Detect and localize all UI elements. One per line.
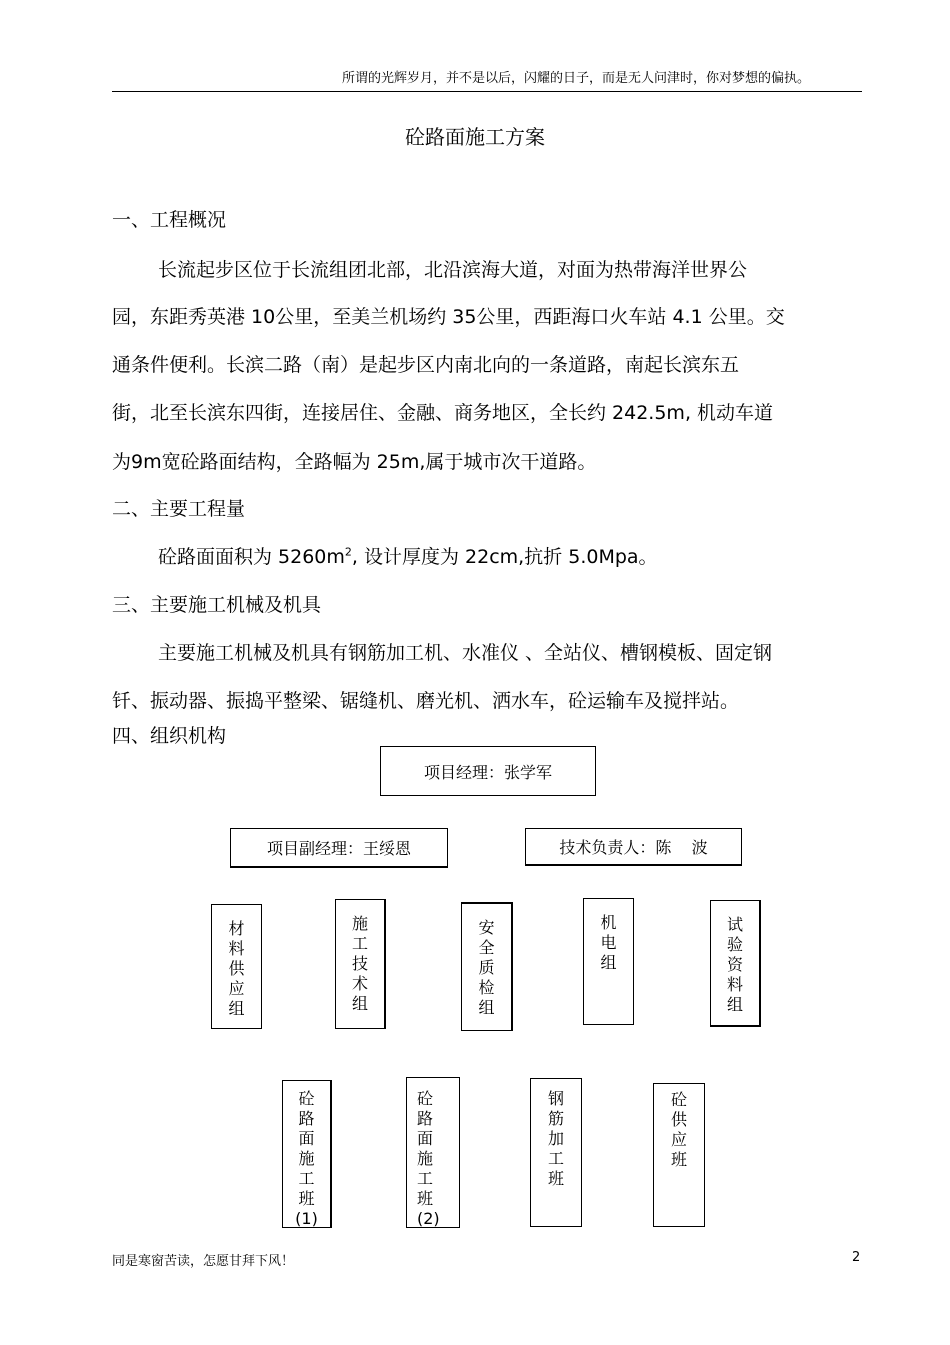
quantities-superscript: 2 — [344, 545, 352, 559]
char: 工 — [547, 1149, 564, 1168]
char: 组 — [600, 953, 617, 972]
char: 全 — [478, 938, 495, 957]
char: 安 — [478, 918, 495, 937]
char: 应 — [228, 979, 245, 998]
char: 施 — [351, 914, 368, 933]
char: 料 — [726, 975, 743, 994]
header-quote: 所谓的光辉岁月，并不是以后，闪耀的日子，而是无人问津时，你对梦想的偏执。 — [342, 71, 811, 86]
char: (2) — [417, 1209, 440, 1228]
org-team-concrete-supply — [653, 1083, 705, 1227]
overview-line-5: 为9m宽砼路面结构，全路幅为 25m,属于城市次干道路。 — [112, 451, 597, 473]
char: 组 — [478, 998, 495, 1017]
org-team-rebar — [530, 1078, 582, 1227]
org-project-manager — [380, 746, 596, 796]
org-technical-lead — [525, 828, 742, 866]
char: 钢 — [547, 1089, 564, 1108]
overview-line-3: 通条件便利。长滨二路（南）是起步区内南北向的一条道路，南起长滨东五 — [112, 354, 740, 376]
char: 工 — [417, 1169, 434, 1188]
document-title: 砼路面施工方案 — [405, 125, 545, 149]
char: 检 — [478, 978, 495, 997]
char: 班 — [670, 1150, 687, 1169]
org-team-paving-1 — [282, 1080, 332, 1228]
char: 应 — [670, 1130, 687, 1149]
char: 面 — [417, 1129, 434, 1148]
char: 砼 — [670, 1090, 687, 1109]
section-heading-organization: 四、组织机构 — [112, 725, 227, 747]
org-group-materials — [211, 904, 262, 1029]
org-deputy-manager-label: 项目副经理：王绥恩 — [266, 839, 411, 858]
machinery-line-2: 钎、振动器、振捣平整梁、锯缝机、磨光机、洒水车，砼运输车及搅拌站。 — [112, 690, 740, 712]
char: 技 — [351, 954, 368, 973]
char: 施 — [298, 1149, 315, 1168]
char: 电 — [600, 933, 617, 952]
char: 施 — [417, 1149, 434, 1168]
char: 质 — [478, 958, 495, 977]
char: (1) — [295, 1209, 318, 1228]
char: 试 — [726, 915, 743, 934]
quantities-line-post: , 设计厚度为 22cm,抗折 5.0Mpa。 — [351, 546, 658, 568]
char: 术 — [351, 974, 368, 993]
quantities-line — [158, 542, 658, 569]
char: 组 — [726, 995, 743, 1014]
char: 工 — [351, 934, 368, 953]
page-number: 2 — [852, 1250, 861, 1265]
org-project-manager-label: 项目经理：张学军 — [423, 762, 552, 782]
quantities-line-pre: 砼路面面积为 5260m — [158, 546, 345, 568]
char: 筋 — [547, 1109, 564, 1128]
overview-line-2: 园，东距秀英港 10公里，至美兰机场约 35公里，西距海口火车站 4.1 公里。交 — [112, 306, 785, 328]
org-group-construction-tech — [335, 899, 386, 1029]
char: 班 — [417, 1189, 434, 1208]
char: 机 — [600, 913, 617, 932]
overview-line-1: 长流起步区位于长流组团北部，北沿滨海大道，对面为热带海洋世界公 — [158, 259, 748, 281]
char: 资 — [726, 955, 743, 974]
org-group-electromechanical — [583, 898, 634, 1025]
section-heading-machinery: 三、主要施工机械及机具 — [112, 594, 322, 616]
char: 供 — [228, 959, 245, 978]
char: 组 — [228, 999, 245, 1018]
section-heading-overview: 一、工程概况 — [112, 209, 227, 231]
char: 验 — [726, 935, 743, 954]
char: 砼 — [417, 1089, 434, 1108]
char: 料 — [228, 939, 245, 958]
header-divider — [112, 91, 862, 92]
org-technical-lead-label: 技术负责人：陈 波 — [559, 838, 708, 857]
char: 供 — [670, 1110, 687, 1129]
org-group-safety-qc — [461, 902, 513, 1031]
overview-line-4: 街，北至长滨东四街，连接居住、金融、商务地区，全长约 242.5m, 机动车道 — [112, 402, 774, 424]
section-heading-quantities: 二、主要工程量 — [112, 498, 246, 520]
char: 加 — [547, 1129, 564, 1148]
char: 砼 — [298, 1089, 315, 1108]
org-deputy-manager — [230, 828, 448, 868]
char: 班 — [298, 1189, 315, 1208]
org-team-paving-2 — [406, 1077, 460, 1228]
char: 路 — [298, 1109, 315, 1128]
char: 班 — [547, 1169, 564, 1188]
machinery-line-1: 主要施工机械及机具有钢筋加工机、水准仪 、全站仪、槽钢模板、固定钢 — [158, 642, 773, 664]
org-group-testing-records — [710, 900, 761, 1027]
char: 组 — [351, 994, 368, 1013]
footer-quote: 同是寒窗苦读，怎愿甘拜下风！ — [112, 1254, 295, 1269]
char: 路 — [417, 1109, 434, 1128]
char: 面 — [298, 1129, 315, 1148]
char: 材 — [228, 919, 245, 938]
char: 工 — [298, 1169, 315, 1188]
